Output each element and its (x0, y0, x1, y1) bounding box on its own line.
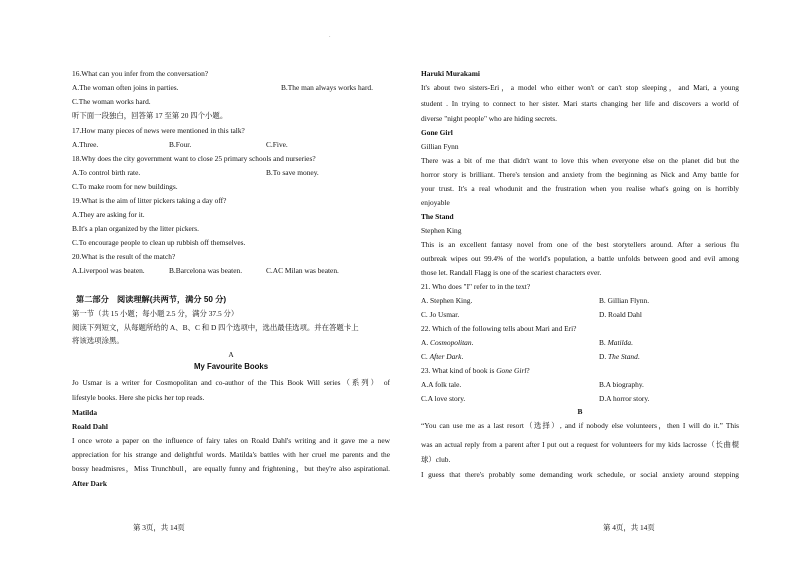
q19-option-c: C.To encourage people to clean up rubbish off themselves. (72, 238, 246, 247)
book4-line-2: outbreak wipes out 99.4% of the world's population, a battle unfolds between good and evil among (421, 254, 739, 263)
book2-title: After Dark (72, 479, 107, 488)
passage-b-line-1: “You can use me as a last resort（选择）, and if nobody else volunteers，then I will do it.” This (421, 421, 739, 430)
q20-option-b: B.Barcelona was beaten. (169, 266, 243, 275)
page-footer-left: 第 3页，共 14页 (133, 523, 185, 532)
q18-option-b: B.To save money. (266, 168, 319, 177)
q18-option-a: A.To control birth rate. (72, 168, 141, 177)
passage-b-line-2: was an actual reply from a parent after I put out a request for volunteers for my kids lacrosse（长曲棍 (421, 440, 739, 449)
book2-author: Haruki Murakami (421, 69, 480, 78)
q23-option-a: A.A folk tale. (421, 380, 462, 389)
q21-option-c: C. Jo Usmar. (421, 310, 460, 319)
book4-line-1: This is an excellent fantasy novel from one of the best storytellers around. After a serious flu (421, 240, 739, 249)
q23-question-prefix: 23. What kind of book is (421, 366, 497, 375)
q20-option-a: A.Liverpool was beaten. (72, 266, 145, 275)
q23-option-c: C.A love story. (421, 394, 466, 403)
q16-option-a: A.The woman often joins in parties. (72, 83, 179, 92)
q22-option-d: D. The Stand. (599, 352, 640, 361)
section1-line: 第一节（共 15 小题；每小题 2.5 分，满分 37.5 分） (72, 309, 239, 318)
book3-author: Gillian Fynn (421, 142, 459, 151)
instruction-line-2: 将该选项涂黑。 (72, 336, 124, 345)
book3-line-1: There was a bit of me that didn't want to love this when everyone else on the planet did but the (421, 156, 739, 165)
book1-title: Matilda (72, 408, 98, 417)
book1-line-1: I once wrote a paper on the influence of fairy tales on Roald Dahl's writing and it gave me a new (72, 436, 390, 445)
q21-option-d: D. Roald Dahl (599, 310, 642, 319)
q22-option-b: B. Matilda. (599, 338, 633, 347)
q22-option-c: C. After Dark. (421, 352, 464, 361)
q17-question: 17.How many pieces of news were mentioned in this talk? (72, 126, 245, 135)
q23-question-title: Gone Girl (496, 366, 527, 375)
q22-option-d-title: The Stand (608, 352, 638, 361)
passage-a-title: My Favourite Books (193, 362, 269, 371)
book2-line-2: student . In trying to connect to her sister. Mari starts changing her life and discovers a world of (421, 99, 739, 108)
book4-line-3: those let. Randall Flagg is one of the scariest characters ever. (421, 268, 602, 277)
passage-b-line-4: I guess that there's probably some demanding work schedule, or social anxiety around stepping (421, 470, 739, 479)
q22-option-d-prefix: D. (599, 352, 609, 361)
instruction-line-1: 阅读下列短文，从每题所给的 A、B、C 和 D 四个选项中，选出最佳选项。并在答题卡上 (72, 323, 359, 332)
q23-option-b: B.A biography. (599, 380, 644, 389)
book2-line-1: It's about two sisters-Eri，a model who either won't or can't stop sleeping，and Mari, a young (421, 83, 739, 92)
passage-b-label: B (577, 407, 583, 416)
q22-option-c-prefix: C. (421, 352, 430, 361)
book1-line-3: bossy headmisres，Miss Trunchbull，are equally funny and frightening，but they're also aspirational. (72, 464, 390, 473)
q22-option-a: A. Cosmopolitan. (421, 338, 474, 347)
q22-option-a-prefix: A. (421, 338, 431, 347)
q18-question: 18.Why does the city government want to close 25 primary schools and nurseries? (72, 154, 316, 163)
q20-option-c: C.AC Milan was beaten. (266, 266, 339, 275)
q21-option-a: A. Stephen King. (421, 296, 473, 305)
q16-question: 16.What can you infer from the conversation? (72, 69, 209, 78)
q22-option-b-prefix: B. (599, 338, 608, 347)
q19-option-b: B.It's a plan organized by the litter pickers. (72, 224, 200, 233)
book3-title: Gone Girl (421, 128, 453, 137)
passage-b-line-3: 球）club. (421, 455, 451, 464)
book3-line-3: your trust. It's a real whodunit and the frustration when you realise what's going on is horribly (421, 184, 739, 193)
scan-mark: . (329, 33, 331, 39)
q17-option-a: A.Three. (72, 140, 99, 149)
book4-author: Stephen King (421, 226, 462, 235)
q17-option-c: C.Five. (266, 140, 288, 149)
part2-heading: 第二部分 阅读理解(共两节，满分 50 分) (76, 295, 227, 304)
q18-option-c: C.To make room for new buildings. (72, 182, 178, 191)
q23-option-d: D.A horror story. (599, 394, 650, 403)
right-page (397, 0, 794, 561)
book3-line-2: horror story is brilliant. There's tension and anxiety from the beginning as Nick and Amy battle for (421, 170, 739, 179)
intro-line-2: lifestyle books. Here she picks her top reads. (72, 393, 205, 402)
q22-option-c-title: After Dark (429, 352, 462, 361)
q22-option-a-title: Cosmopolitan (430, 338, 472, 347)
listening-instruction: 听下面一段独白，回答第 17 至第 20 四个小题。 (72, 111, 228, 120)
q23-question (421, 366, 530, 376)
book4-title: The Stand (421, 212, 454, 221)
book1-author: Roald Dahl (72, 422, 108, 431)
q21-option-b: B. Gillian Flynn. (599, 296, 650, 305)
q16-option-c: C.The woman works hard. (72, 97, 151, 106)
q17-option-b: B.Four. (169, 140, 192, 149)
book2-line-3: diverse "night people" who are hiding secrets. (421, 114, 557, 123)
book3-line-4: enjoyable (421, 198, 450, 207)
q22-question: 22. Which of the following tells about Mari and Eri? (421, 324, 577, 333)
q20-question: 20.What is the result of the match? (72, 252, 176, 261)
q16-option-b: B.The man always works hard. (281, 83, 373, 92)
intro-line-1: Jo Usmar is a writer for Cosmopolitan and co-author of the This Book Will series（系列） of (72, 378, 390, 387)
q19-option-a: A.They are asking for it. (72, 210, 145, 219)
q19-question: 19.What is the aim of litter pickers taking a day off? (72, 196, 227, 205)
page-footer-right: 第 4页，共 14页 (603, 523, 655, 532)
q22-option-b-title: Matilda (607, 338, 632, 347)
passage-a-label: A (228, 350, 234, 359)
q23-question-suffix: ? (526, 366, 530, 375)
q21-question: 21. Who does "I" refer to in the text? (421, 282, 531, 291)
book1-line-2: appreciation for his strange and delightful words. Matilda's battles with her cruel me parents and the (72, 450, 390, 459)
